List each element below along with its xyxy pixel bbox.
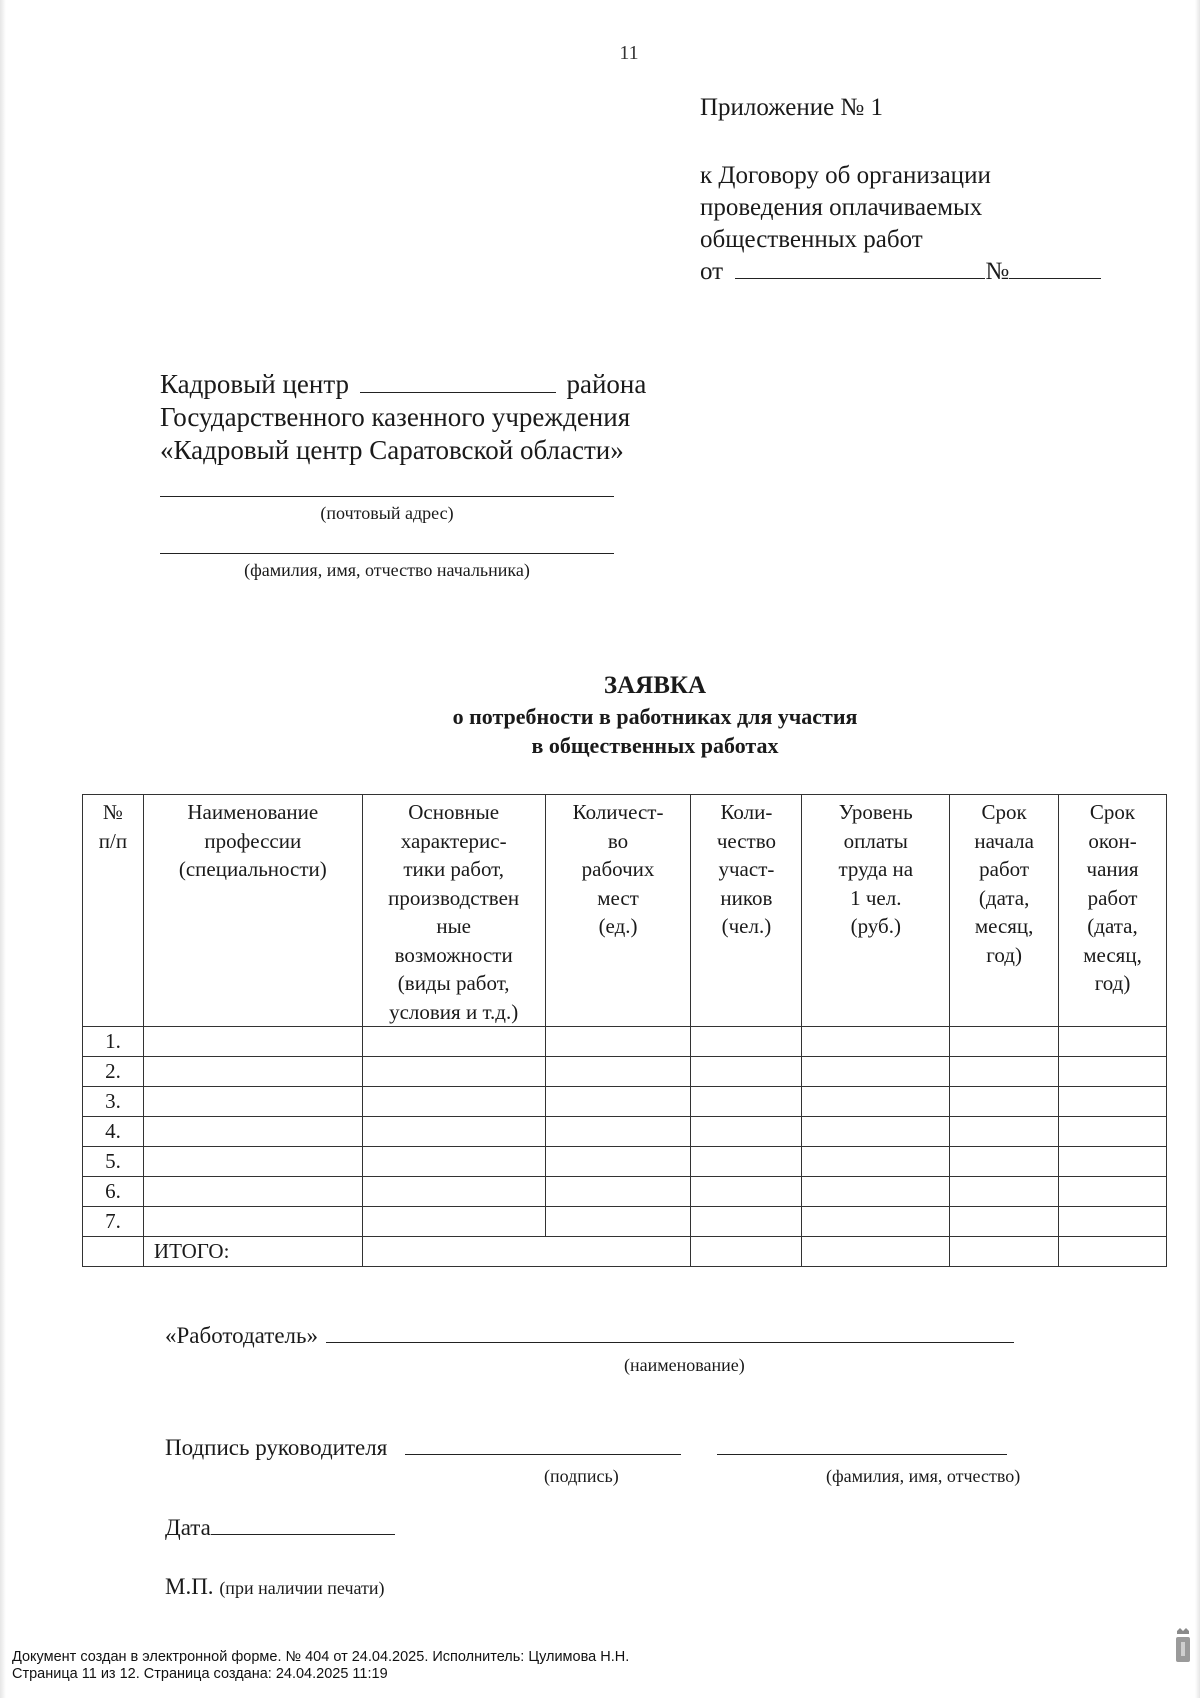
col-header-participants: Коли- чество участ- ников (чел.) [691, 795, 802, 1027]
row-number: 7. [83, 1207, 144, 1237]
table-cell[interactable] [362, 1057, 545, 1087]
table-cell[interactable] [545, 1177, 691, 1207]
table-cell[interactable] [950, 1027, 1059, 1057]
table-cell[interactable] [143, 1117, 362, 1147]
postal-address-caption: (почтовый адрес) [320, 503, 454, 523]
table-cell[interactable] [362, 1027, 545, 1057]
col-header-pay-level: Уровень оплаты труда на 1 чел. (руб.) [802, 795, 950, 1027]
document-heading [0, 670, 1200, 760]
col-header-work-characteristics: Основные характерис- тики работ, производствен ные возможности (виды работ, условия и т.д.) [362, 795, 545, 1027]
table-cell[interactable] [802, 1207, 950, 1237]
hr-center-label: Кадровый центр [160, 369, 349, 399]
table-cell[interactable] [545, 1027, 691, 1057]
row-number: 6. [83, 1177, 144, 1207]
table-row [83, 1177, 1167, 1207]
table-cell[interactable] [802, 1177, 950, 1207]
table-total-row [83, 1237, 1167, 1267]
head-name-line [160, 553, 614, 554]
table-cell[interactable] [1059, 1177, 1167, 1207]
col-header-number: № п/п [83, 795, 144, 1027]
contract-number-blank [1009, 256, 1101, 279]
table-cell[interactable] [545, 1117, 691, 1147]
table-cell[interactable] [143, 1057, 362, 1087]
total-label: ИТОГО: [143, 1237, 362, 1267]
table-header-row [83, 795, 1167, 1027]
appendix-line-1: к Договору об организации [700, 162, 991, 189]
table-cell[interactable] [691, 1147, 802, 1177]
table-cell[interactable] [545, 1207, 691, 1237]
table-row [83, 1147, 1167, 1177]
table-row [83, 1207, 1167, 1237]
table-cell[interactable] [691, 1117, 802, 1147]
workers-request-table [82, 794, 1167, 1267]
row-number: 4. [83, 1117, 144, 1147]
table-cell[interactable] [1059, 1027, 1167, 1057]
manager-signature-label: Подпись руководителя [165, 1435, 388, 1460]
table-cell[interactable] [1059, 1117, 1167, 1147]
manager-signature-line [165, 1434, 1007, 1461]
table-cell[interactable] [950, 1177, 1059, 1207]
table-cell[interactable] [950, 1117, 1059, 1147]
heading-subtitle-1: о потребности в работниках для участия [452, 704, 858, 729]
page-number: 11 [619, 42, 639, 64]
table-cell[interactable] [143, 1147, 362, 1177]
row-number: 5. [83, 1147, 144, 1177]
signature-blank [405, 1434, 681, 1455]
table-cell[interactable] [1059, 1237, 1167, 1267]
table-cell[interactable] [802, 1237, 950, 1267]
scan-edge-right [1195, 0, 1200, 1698]
table-cell[interactable] [802, 1087, 950, 1117]
table-cell[interactable] [362, 1237, 691, 1267]
footer-line-2: Страница 11 из 12. Страница создана: 24.04.2025 11:19 [12, 1666, 388, 1682]
table-cell[interactable] [950, 1087, 1059, 1117]
date-blank [211, 1512, 395, 1535]
table-cell[interactable] [802, 1027, 950, 1057]
table-cell[interactable] [691, 1237, 802, 1267]
table-cell[interactable] [802, 1147, 950, 1177]
table-cell[interactable] [950, 1207, 1059, 1237]
row-number: 1. [83, 1027, 144, 1057]
table-cell[interactable] [143, 1207, 362, 1237]
employer-name-caption: (наименование) [624, 1355, 745, 1375]
table-cell[interactable] [143, 1027, 362, 1057]
address-block [160, 368, 646, 467]
address-line-2: Государственного казенного учреждения [160, 402, 631, 432]
row-number: 3. [83, 1087, 144, 1117]
date-line [165, 1512, 395, 1541]
table-cell[interactable] [691, 1057, 802, 1087]
table-cell[interactable] [691, 1177, 802, 1207]
table-cell[interactable] [545, 1057, 691, 1087]
col-header-profession: Наименование профессии (специальности) [143, 795, 362, 1027]
col-header-start-date: Срок начала работ (дата, месяц, год) [950, 795, 1059, 1027]
address-line-1 [160, 368, 646, 401]
table-cell[interactable] [691, 1027, 802, 1057]
heading-subtitle-2: в общественных работах [531, 733, 779, 758]
coat-of-arms-icon [1174, 1628, 1192, 1664]
employer-name-blank [326, 1322, 1014, 1343]
manager-fio-blank [717, 1434, 1007, 1455]
col-header-end-date: Срок окон- чания работ (дата, месяц, год) [1059, 795, 1167, 1027]
table-row [83, 1057, 1167, 1087]
table-cell[interactable] [950, 1147, 1059, 1177]
table-cell[interactable] [362, 1207, 545, 1237]
table-cell[interactable] [362, 1117, 545, 1147]
row-number: 2. [83, 1057, 144, 1087]
appendix-line-2: проведения оплачиваемых [700, 194, 983, 221]
electronic-document-footer [12, 1649, 629, 1683]
head-name-caption: (фамилия, имя, отчество начальника) [244, 560, 530, 580]
district-blank [360, 370, 556, 393]
table-cell[interactable] [143, 1087, 362, 1117]
scan-edge-left [0, 0, 6, 1698]
appendix-title: Приложение № 1 [700, 94, 884, 121]
footer-line-1: Документ создан в электронной форме. № 404 от 24.04.2025. Исполнитель: Цулимова Н.Н. [12, 1649, 630, 1665]
stamp-label: М.П. [165, 1574, 214, 1599]
table-cell[interactable] [691, 1207, 802, 1237]
table-cell[interactable] [1059, 1087, 1167, 1117]
address-line-3: «Кадровый центр Саратовской области» [160, 435, 624, 465]
contract-date-blank [735, 256, 985, 279]
head-name-field [160, 553, 614, 581]
table-row [83, 1027, 1167, 1057]
table-cell[interactable] [545, 1087, 691, 1117]
table-cell[interactable] [802, 1117, 950, 1147]
table-cell[interactable] [143, 1177, 362, 1207]
table-cell[interactable] [1059, 1057, 1167, 1087]
table-cell [83, 1237, 144, 1267]
appendix-line-3: общественных работ [700, 226, 923, 253]
appendix-from-label: от [700, 258, 724, 285]
table-cell[interactable] [362, 1087, 545, 1117]
table-cell[interactable] [362, 1177, 545, 1207]
date-label: Дата [165, 1515, 211, 1540]
employer-line [165, 1322, 1014, 1349]
district-label: района [566, 369, 647, 399]
col-header-workplaces: Количест- во рабочих мест (ед.) [545, 795, 691, 1027]
table-row [83, 1117, 1167, 1147]
table-cell[interactable] [802, 1057, 950, 1087]
postal-address-line [160, 496, 614, 497]
signature-caption: (подпись) [544, 1466, 619, 1486]
table-cell[interactable] [545, 1147, 691, 1177]
fio-caption: (фамилия, имя, отчество) [826, 1466, 1021, 1486]
table-cell[interactable] [691, 1087, 802, 1117]
employer-label: «Работодатель» [165, 1323, 319, 1348]
table-cell[interactable] [1059, 1147, 1167, 1177]
appendix-number-label: № [985, 258, 1010, 285]
stamp-place [165, 1574, 385, 1600]
appendix-block [700, 92, 1101, 288]
stamp-note: (при наличии печати) [219, 1578, 385, 1598]
table-row [83, 1087, 1167, 1117]
appendix-date-line [700, 256, 1101, 288]
table-cell[interactable] [362, 1147, 545, 1177]
heading-title: ЗАЯВКА [603, 672, 707, 699]
table-cell[interactable] [950, 1057, 1059, 1087]
postal-address-field [160, 496, 614, 524]
table-cell[interactable] [950, 1237, 1059, 1267]
table-cell[interactable] [1059, 1207, 1167, 1237]
